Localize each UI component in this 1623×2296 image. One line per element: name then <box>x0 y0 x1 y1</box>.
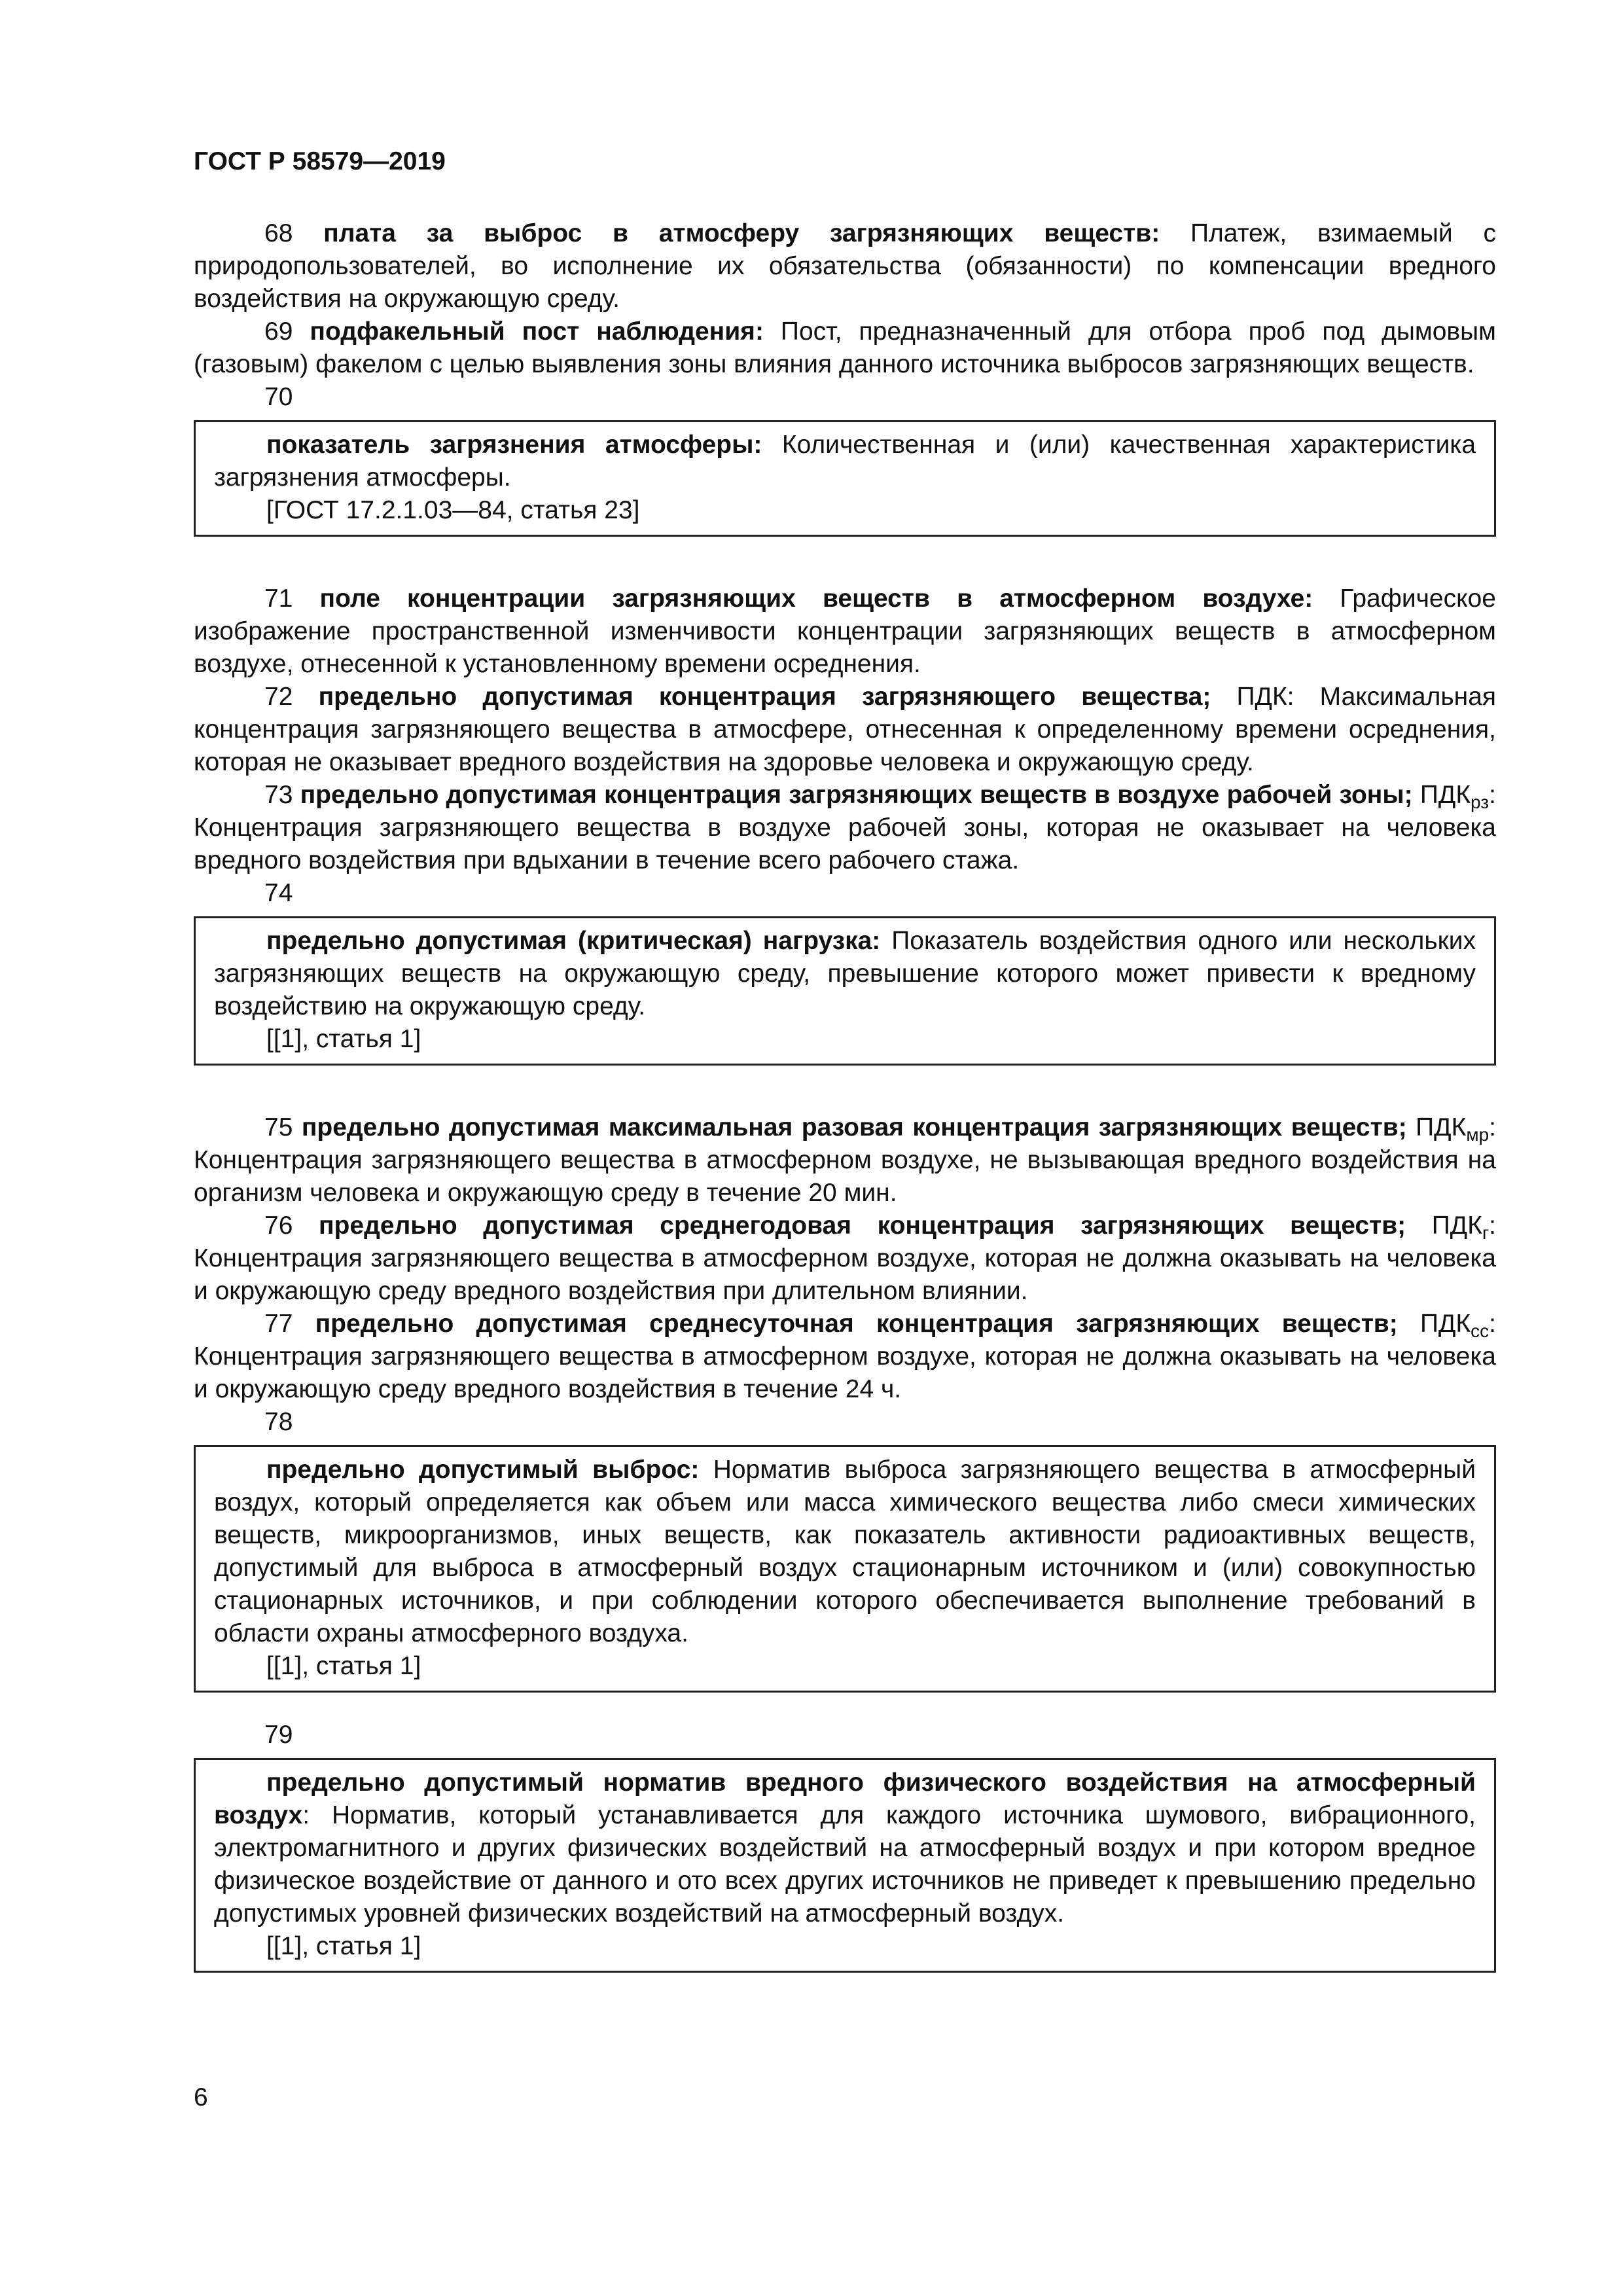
source-reference: [ГОСТ 17.2.1.03—84, статья 23] <box>266 496 640 524</box>
entry-68 <box>194 217 1496 315</box>
entry-75 <box>194 1111 1496 1210</box>
abbreviation-subscript: сс <box>1471 1321 1489 1341</box>
entry-term: показатель загрязнения атмосферы: <box>266 431 762 459</box>
entry-term: плата за выброс в атмосферу загрязняющих веществ: <box>323 219 1160 247</box>
document-header: ГОСТ Р 58579—2019 <box>194 147 446 175</box>
abbreviation: ПДК <box>1406 1211 1482 1240</box>
entry-definition: Количественная и (или) качественная характеристика загрязнения атмосферы. <box>214 431 1476 492</box>
entry-number: 69 <box>264 317 293 346</box>
document-body <box>194 217 1496 1999</box>
entry-definition: : Концентрация загрязняющего вещества в атмосферном воздухе, которая не должна оказывать на человека и окружающую среду вредного воздействия при длительном влиянии. <box>194 1211 1496 1305</box>
source-reference: [[1], статья 1] <box>266 1652 421 1680</box>
entry-term: предельно допустимая (критическая) нагрузка: <box>266 927 881 955</box>
entry-definition: Показатель воздействия одного или нескольких загрязняющих веществ на окружающую среду, превышение которого может привести к вредному воздействию на окружающую среду. <box>214 927 1476 1020</box>
abbreviation: ПДК <box>1397 1310 1471 1338</box>
entry-term: предельно допустимая концентрация загрязняющих веществ в воздухе рабочей зоны; <box>300 781 1413 809</box>
entry-term: предельно допустимый выброс: <box>266 1456 700 1484</box>
entry-term: поле концентрации загрязняющих веществ в атмосферном воздухе: <box>319 584 1313 613</box>
entry-definition: Пост, предназначенный для отбора проб под дымовым (газовым) факелом с целью выявления зоны влияния данного источника выбросов загрязняющих веществ. <box>194 317 1496 378</box>
entry-definition: : Концентрация загрязняющего вещества в атмосферном воздухе, которая не должна оказывать на человека и окружающую среду вредного воздействия в течение 24 ч. <box>194 1310 1496 1403</box>
entry-77 <box>194 1308 1496 1406</box>
source-reference: [[1], статья 1] <box>266 1025 421 1053</box>
entry-number: 71 <box>264 584 293 613</box>
entry-definition: : Норматив, который устанавливается для каждого источника шумового, вибрационного, электромагнитного и других физических воздействий на атмосферный воздух и при котором вредное физическое воздействие от данного и ото всех других источников не приведет к превышению предельно допустимых уровней физических воздействий на атмосферный воздух. <box>214 1801 1476 1928</box>
entry-number: 74 <box>264 879 293 907</box>
boxed-definition-78 <box>194 1445 1496 1693</box>
entry-definition: Графическое изображение пространственной изменчивости концентрации загрязняющих веществ в атмосферном воздухе, отнесенной к установленному времени осреднения. <box>194 584 1496 678</box>
entry-definition: Платеж, взимаемый с природопользователей, во исполнение их обязательства (обязанности) по компенсации вредного воздействия на окружающую среду. <box>194 219 1496 313</box>
entry-number: 77 <box>264 1310 293 1338</box>
entry-79 <box>214 1767 1476 1930</box>
entry-76 <box>194 1210 1496 1308</box>
entry-term: предельно допустимая максимальная разовая концентрация загрязняющих веществ; <box>301 1113 1407 1141</box>
abbreviation: ПДК <box>1406 1113 1467 1141</box>
entry-definition: : Концентрация загрязняющего вещества в воздухе рабочей зоны, которая не оказывает на человека вредного воздействия при вдыхании в течение всего рабочего стажа. <box>194 781 1496 874</box>
abbreviation-subscript: мр <box>1466 1124 1489 1145</box>
entry-term: предельно допустимая среднесуточная концентрация загрязняющих веществ; <box>315 1310 1398 1338</box>
entry-term: предельно допустимый норматив вредного физического воздействия на атмосферный воздух <box>214 1768 1476 1829</box>
entry-number: 76 <box>264 1211 293 1240</box>
abbreviation-subscript: г <box>1482 1223 1489 1243</box>
abbreviation-subscript: рз <box>1471 792 1489 812</box>
boxed-definition-79 <box>194 1758 1496 1973</box>
entry-70 <box>214 429 1476 494</box>
entry-number: 72 <box>264 683 293 711</box>
entry-definition: : Концентрация загрязняющего вещества в атмосферном воздухе, не вызывающая вредного воздействия на организм человека и окружающую среду в течение 20 мин. <box>194 1113 1496 1207</box>
entry-number: 73 <box>264 781 293 809</box>
entry-74 <box>214 925 1476 1023</box>
entry-69 <box>194 315 1496 381</box>
boxed-definition-70 <box>194 420 1496 537</box>
entry-73 <box>194 779 1496 877</box>
source-reference: [[1], статья 1] <box>266 1932 421 1960</box>
entry-number: 70 <box>264 383 293 411</box>
abbreviation: ПДК <box>1412 781 1471 809</box>
entry-72 <box>194 681 1496 779</box>
entry-term: подфакельный пост наблюдения: <box>310 317 764 346</box>
entry-number: 75 <box>264 1113 293 1141</box>
entry-definition: Норматив выброса загрязняющего вещества в атмосферный воздух, который определяется как объем или масса химического вещества либо смеси химических веществ, микроорганизмов, иных веществ, как показатель активности радиоактивных веществ, допустимый для выброса в атмосферный воздух стационарным источником и (или) совокупностью стационарных источников, и при соблюдении которого обеспечивается выполнение требований в области охраны атмосферного воздуха. <box>214 1456 1476 1647</box>
page-number: 6 <box>194 2083 208 2111</box>
entry-number: 78 <box>264 1408 293 1436</box>
entry-number: 79 <box>264 1721 293 1749</box>
entry-term: предельно допустимая среднегодовая концентрация загрязняющих веществ; <box>319 1211 1406 1240</box>
entry-78 <box>214 1454 1476 1650</box>
entry-term: предельно допустимая концентрация загрязняющего вещества; <box>318 683 1211 711</box>
entry-definition: ПДК: Максимальная концентрация загрязняющего вещества в атмосфере, отнесенная к определенному времени осреднения, которая не оказывает вредного воздействия на здоровье человека и окружающую среду. <box>194 683 1496 776</box>
entry-71 <box>194 583 1496 681</box>
entry-number: 68 <box>264 219 293 247</box>
boxed-definition-74 <box>194 916 1496 1066</box>
